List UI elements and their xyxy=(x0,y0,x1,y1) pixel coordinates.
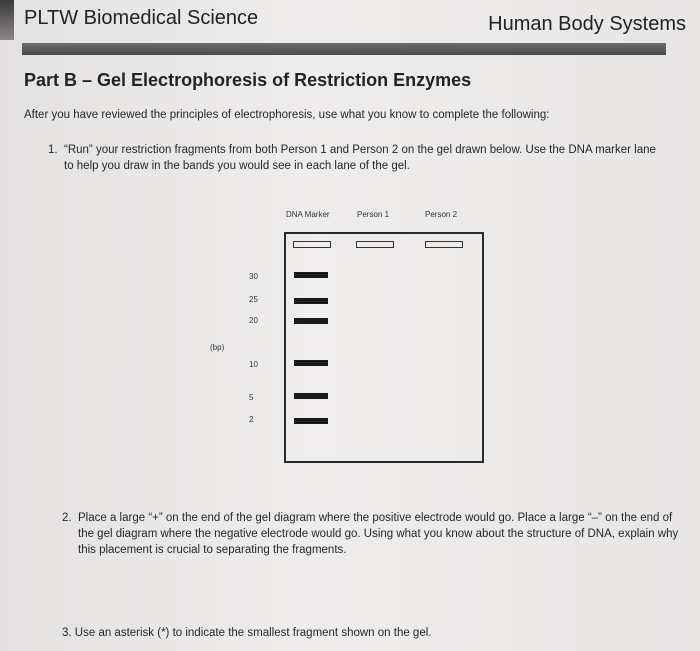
marker-band xyxy=(294,272,328,278)
unit-title: Human Body Systems xyxy=(488,13,686,35)
question-3 xyxy=(62,627,431,639)
question-text: “Run” your restriction fragments from both Person 1 and Person 2 on the gel drawn below. Use the DNA marker lane to help you draw in the bands you would see in each lane of the gel. xyxy=(64,144,656,172)
lane-label-dna-marker: DNA Marker xyxy=(286,210,330,219)
unit-label: (bp) xyxy=(210,343,225,352)
part-title: Part B – Gel Electrophoresis of Restriction Enzymes xyxy=(24,70,472,90)
question-number: 1. xyxy=(48,144,58,156)
well-dna-marker xyxy=(293,241,331,248)
intro-text: After you have reviewed the principles of electrophoresis, use what you know to complete the following: xyxy=(24,109,550,121)
size-label: 5 xyxy=(249,393,254,402)
question-1 xyxy=(48,142,668,174)
question-2 xyxy=(62,510,682,558)
size-label: 20 xyxy=(249,316,258,325)
well-person-1 xyxy=(356,241,394,248)
question-number: 2. xyxy=(62,512,72,524)
marker-band xyxy=(294,393,328,399)
size-label: 30 xyxy=(249,272,258,281)
lane-label-person-2: Person 2 xyxy=(425,210,458,219)
marker-band xyxy=(294,360,328,366)
header-rule xyxy=(22,43,666,55)
question-text: Use an asterisk (*) to indicate the smallest fragment shown on the gel. xyxy=(74,627,432,639)
gel-diagram xyxy=(284,232,484,463)
course-title: PLTW Biomedical Science xyxy=(24,7,259,29)
question-number: 3. xyxy=(62,627,72,639)
marker-band xyxy=(294,418,328,424)
lane-label-person-1: Person 1 xyxy=(357,210,390,219)
size-label: 25 xyxy=(249,295,258,304)
page-corner-shadow xyxy=(0,0,14,40)
marker-band xyxy=(294,318,328,324)
marker-band xyxy=(294,298,328,304)
size-label: 10 xyxy=(249,360,258,369)
well-person-2 xyxy=(425,241,463,248)
question-text: Place a large “+” on the end of the gel diagram where the positive electrode would go. Place a large “–” on the end of the gel diagram where the negative electrode would go. Using what you know about the structure of DNA, explain why this placement is crucial to separating the fragments. xyxy=(78,512,679,556)
size-label: 2 xyxy=(249,415,254,424)
